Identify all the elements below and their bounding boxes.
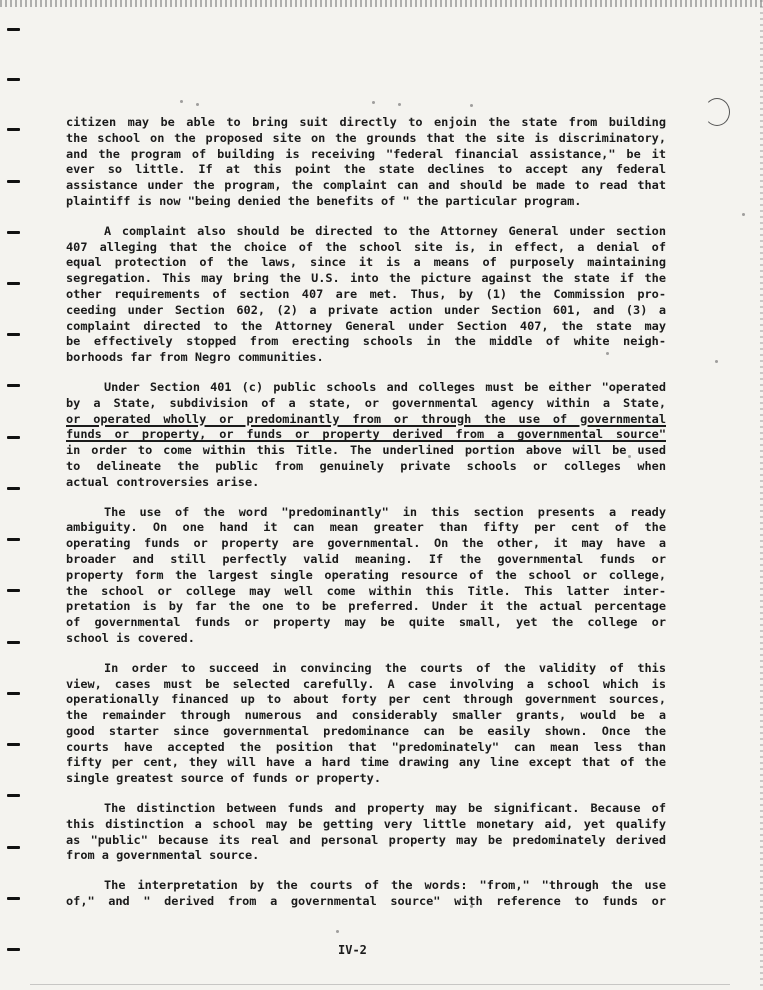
text-line: broader and still perfectly valid meaning. If the governmental funds or (66, 551, 666, 566)
text-line: from a governmental source. (66, 848, 260, 863)
text-line: good starter since governmental predominance can be easily shown. Once the (66, 723, 666, 738)
text-line: A complaint also should be directed to the Attorney General under section (104, 223, 666, 238)
text-line: be effectively stopped from erecting schools in the middle of white neigh- (66, 334, 666, 349)
paragraph-6 (66, 801, 666, 864)
text-line: by a State, subdivision of a state, or governmental agency within a State, (66, 395, 666, 410)
text-line: of governmental funds or property may be quite small, yet the college or (66, 615, 666, 630)
text-line: complaint directed to the Attorney General under Section 407, the state may (66, 318, 666, 333)
text-line: citizen may be able to bring suit directly to enjoin the state from building (66, 115, 666, 129)
binder-mark (7, 436, 20, 439)
text-line: single greatest source of funds or property. (66, 771, 381, 786)
paragraph-2 (66, 224, 666, 366)
paragraph-3 (66, 380, 666, 491)
binder-mark (7, 78, 20, 81)
scan-speck (196, 103, 199, 106)
text-line: The distinction between funds and property may be significant. Because of (104, 801, 666, 816)
text-line: plaintiff is now "being denied the benefits of " the particular program. (66, 193, 582, 208)
text-line: equal protection of the laws, since it is a means of purposely maintaining (66, 255, 666, 270)
underlined-text-line: funds or property, or funds or property derived from a governmental source" (66, 427, 666, 442)
text-line: borhoods far from Negro communities. (66, 350, 324, 365)
binder-mark (7, 743, 20, 746)
text-line: The use of the word "predominantly" in this section presents a ready (104, 504, 666, 519)
text-line: operating funds or property are governmental. On the other, it may have a (66, 536, 666, 551)
scan-speck (715, 360, 718, 363)
binder-mark (7, 794, 20, 797)
text-line: courts have accepted the position that "predominately" can mean less than (66, 739, 666, 754)
text-line: the school on the proposed site on the grounds that the site is discriminatory, (66, 130, 666, 145)
page-bottom-edge (30, 984, 730, 985)
text-line: in order to come within this Title. The underlined portion above will be used (66, 443, 666, 458)
scan-speck (336, 930, 339, 933)
text-line: view, cases must be selected carefully. A case involving a school which is (66, 676, 666, 691)
binder-mark (7, 641, 20, 644)
punch-hole-mark (704, 98, 730, 126)
binder-mark (7, 948, 20, 951)
text-line: to delineate the public from genuinely private schools or colleges when (66, 458, 666, 473)
scan-speck (372, 101, 375, 104)
page-number: IV-2 (338, 943, 367, 957)
text-line: school is covered. (66, 630, 195, 645)
paragraph-5 (66, 661, 666, 787)
scan-speck (470, 104, 473, 107)
binder-mark (7, 28, 20, 31)
scan-speck (180, 100, 183, 103)
page-top-edge (0, 0, 763, 7)
binder-mark (7, 846, 20, 849)
text-line: In order to succeed in convincing the courts of the validity of this (104, 660, 666, 675)
text-line: this distinction a school may be getting very little monetary aid, yet qualify (66, 816, 666, 831)
text-line: as "public" because its real and personal property may be predominately derived (66, 832, 666, 847)
binder-mark (7, 538, 20, 541)
text-line: ceeding under Section 602, (2) a private action under Section 601, and (3) a (66, 302, 666, 317)
text-line: assistance under the program, the complaint can and should be made to read that (66, 178, 666, 193)
text-line: fifty per cent, they will have a hard time drawing any line except that of the (66, 755, 666, 770)
binder-mark (7, 180, 20, 183)
scan-speck (398, 103, 401, 106)
text-line: pretation is by far the one to be preferred. Under it the actual percentage (66, 599, 666, 614)
paragraph-1 (66, 115, 666, 210)
text-line: ambiguity. On one hand it can mean greater than fifty per cent of the (66, 520, 666, 535)
binder-mark (7, 487, 20, 490)
text-line: operationally financed up to about forty per cent through government sources, (66, 692, 666, 707)
text-line: and the program of building is receiving "federal financial assistance," be it (66, 146, 666, 161)
binder-mark (7, 897, 20, 900)
text-line: Under Section 401 (c) public schools and colleges must be either "operated (104, 379, 666, 394)
text-line: ever so little. If at this point the state declines to accept any federal (66, 162, 666, 177)
binder-mark (7, 589, 20, 592)
paragraph-4 (66, 505, 666, 647)
paragraph-7 (66, 878, 666, 910)
text-line: segregation. This may bring the U.S. into the picture against the state if the (66, 271, 666, 286)
text-line: actual controversies arise. (66, 474, 260, 489)
document-body (66, 115, 666, 910)
binder-mark (7, 231, 20, 234)
text-line: the remainder through numerous and considerably smaller grants, would be a (66, 708, 666, 723)
binder-mark (7, 282, 20, 285)
text-line: 407 alleging that the choice of the school site is, in effect, a denial of (66, 239, 666, 254)
text-line: property form the largest single operating resource of the school or college, (66, 567, 666, 582)
scan-speck (742, 213, 745, 216)
binder-mark (7, 128, 20, 131)
text-line: The interpretation by the courts of the words: "from," "through the use (104, 878, 666, 893)
binder-mark (7, 692, 20, 695)
text-line: other requirements of section 407 are met. Thus, by (1) the Commission pro- (66, 286, 666, 301)
binder-mark (7, 333, 20, 336)
binder-mark (7, 384, 20, 387)
underlined-text-line: or operated wholly or predominantly from or through the use of governmental (66, 411, 666, 426)
text-line: of," and " derived from a governmental source" with reference to funds or (66, 894, 666, 909)
text-line: the school or college may well come within this Title. This latter inter- (66, 583, 666, 598)
